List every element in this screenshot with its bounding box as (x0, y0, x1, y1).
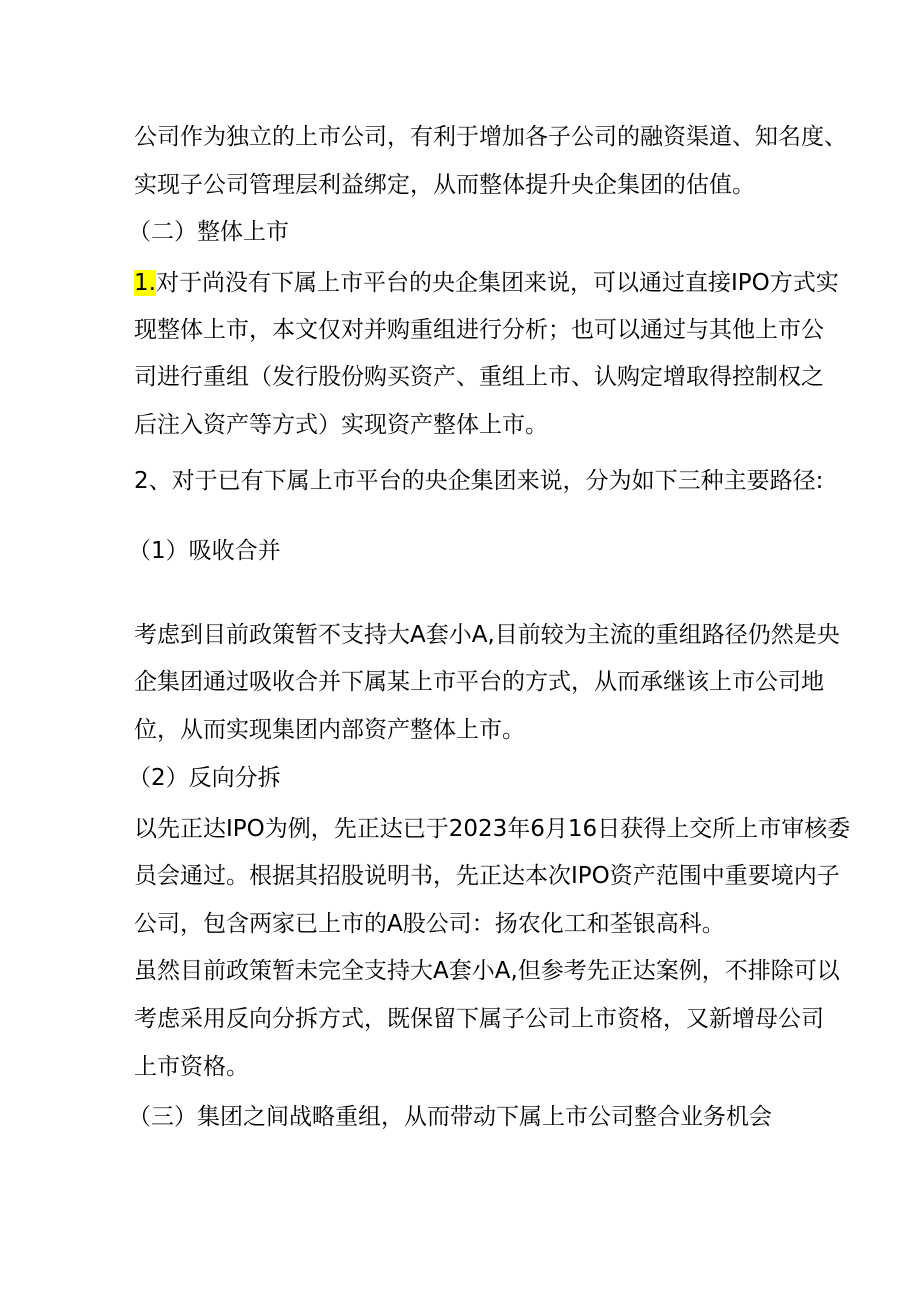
paragraph-line: 后注入资产等方式）实现资产整体上市。 (134, 412, 548, 438)
paragraph-line: 公司，包含两家已上市的A股公司：扬农化工和荃银高科。 (134, 911, 725, 937)
paragraph-line: 虽然目前政策暂未完全支持大A套小A,但参考先正达案例，不排除可以 (134, 958, 840, 984)
paragraph-line: 员会通过。根据其招股说明书，先正达本次IPO资产范围中重要境内子 (134, 863, 840, 889)
section-heading: （三）集团之间战略重组，从而带动下属上市公司整合业务机会 (128, 1104, 772, 1130)
paragraph-line: 企集团通过吸收合并下属某上市平台的方式，从而承继该上市公司地 (134, 669, 824, 695)
section-heading: （二）整体上市 (128, 219, 289, 245)
subsection-heading: （2）反向分拆 (128, 765, 281, 791)
paragraph-line: 实现子公司管理层利益绑定，从而整体提升央企集团的估值。 (134, 172, 755, 198)
paragraph-line: 上市资格。 (134, 1054, 249, 1080)
paragraph-line: 公司作为独立的上市公司，有利于增加各子公司的融资渠道、知名度、 (134, 124, 847, 150)
paragraph-line: 司进行重组（发行股份购买资产、重组上市、认购定增取得控制权之 (134, 364, 824, 390)
paragraph-line: 现整体上市，本文仅对并购重组进行分析；也可以通过与其他上市公 (134, 317, 824, 343)
paragraph-text: 对于尚没有下属上市平台的央企集团来说，可以通过直接IPO方式实 (155, 270, 839, 296)
paragraph-line: 2、对于已有下属上市平台的央企集团来说，分为如下三种主要路径: (134, 468, 824, 494)
paragraph-line: 考虑到目前政策暂不支持大A套小A,目前较为主流的重组路径仍然是央 (134, 622, 840, 648)
subsection-heading: （1）吸收合并 (128, 538, 281, 564)
paragraph-line: 考虑采用反向分拆方式，既保留下属子公司上市资格，又新增母公司 (134, 1006, 824, 1032)
paragraph-line: 以先正达IPO为例，先正达已于2023年6月16日获得上交所上市审核委 (134, 816, 851, 842)
paragraph-line: 位，从而实现集团内部资产整体上市。 (134, 717, 525, 743)
numbered-paragraph-line (134, 268, 839, 298)
highlighted-number: 1. (134, 270, 156, 296)
